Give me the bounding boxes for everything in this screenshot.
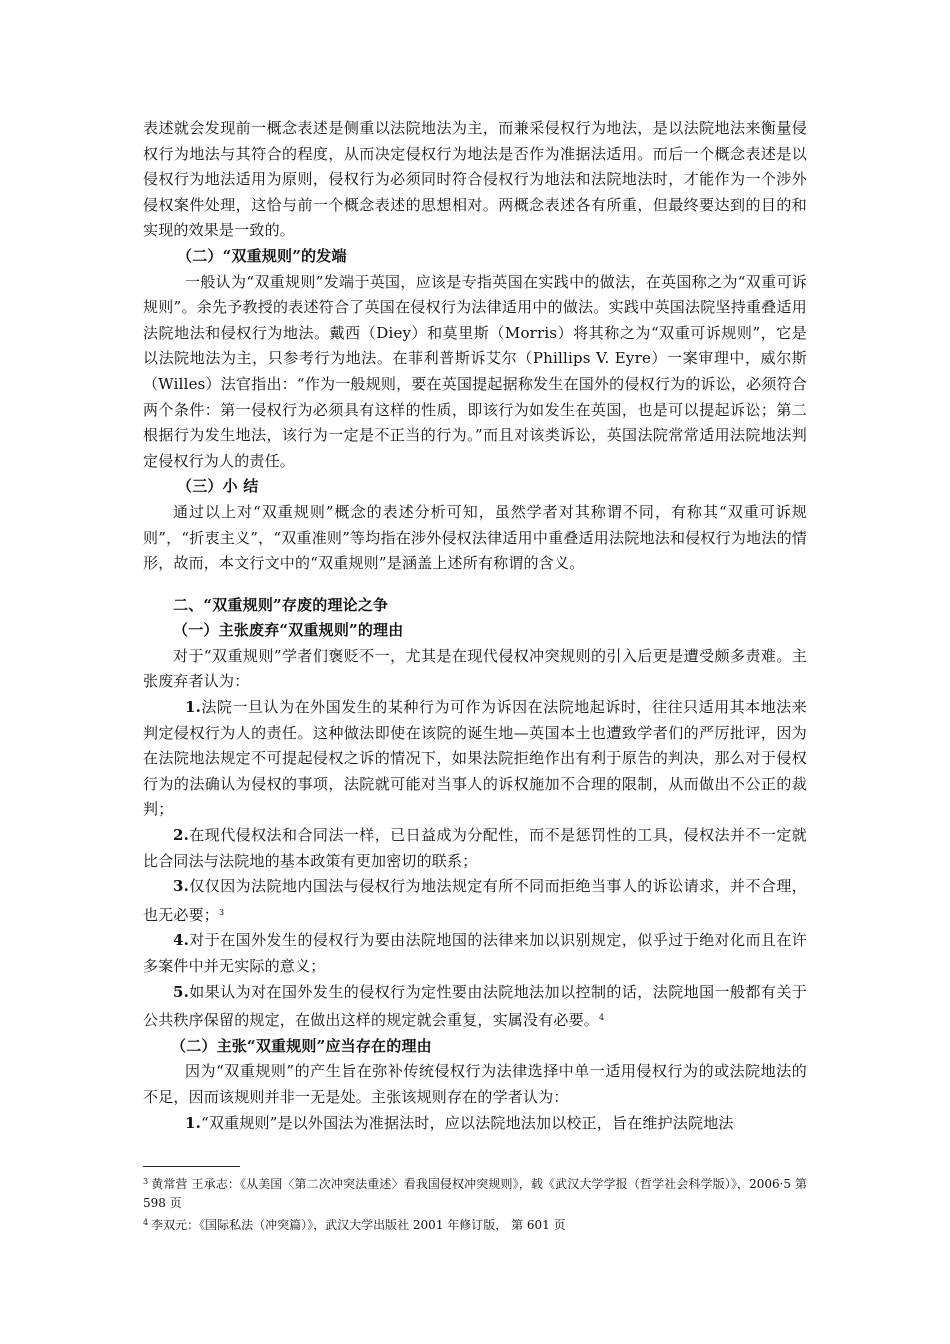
list-item — [143, 823, 807, 874]
footnote-divider — [143, 1166, 240, 1167]
list-text: 如果认为对在国外发生的侵权行为定性要由法院地法加以控制的话，法院地国一般都有关于公共秩序保留的规定，在做出这样的规定就会重复，实属没有必要。 — [143, 982, 807, 1030]
footnote-text: 黄常营 王承志：《从美国〈第二次冲突法重述〉看我国侵权冲突规则》，载《武汉大学学报（哲学社会科学版）》，2006·5 第 598 页 — [143, 1177, 807, 1210]
footnote-mark: 3 — [143, 1177, 149, 1186]
paragraph: 因为“双重规则”的产生旨在弥补传统侵权行为法律选择中单一适用侵权行为的或法院地法的不足，因而该规则并非一无是处。主张该规则存在的学者认为： — [143, 1062, 807, 1106]
subheading-summary: （三）小 结 — [177, 477, 259, 496]
list-number: 2. — [173, 826, 190, 845]
list-item — [143, 695, 807, 823]
section-heading: 二、“双重规则”存废的理论之争 — [173, 595, 389, 614]
list-number: 5. — [173, 982, 190, 1001]
paragraph: 通过以上对“双重规则”概念的表述分析可知，虽然学者对其称谓不同，有称其“双重可诉规则”，“折衷主义”，“双重准则”等均指在涉外侵权法律适用中重叠适用法院地法和侵权行为地法的情形，故而，本文行文中的“双重规则”是涵盖上述所有称谓的含义。 — [143, 502, 807, 573]
footnote-mark: 4 — [143, 1218, 149, 1227]
list-number: 3. — [173, 877, 190, 896]
list-text: 仅仅因为法院地内国法与侵权行为地法规定有所不同而拒绝当事人的诉讼请求，并不合理，也无必要； — [143, 877, 807, 924]
subheading-origin: （二）“双重规则”的发端 — [177, 246, 347, 265]
paragraph: 表述就会发现前一概念表述是侧重以法院地法为主，而兼采侵权行为地法，是以法院地法来衡量侵权行为地法与其符合的程度，从而决定侵权行为地法是否作为准据法适用。而后一个概念表述是以侵权行为地法适用为原则，侵权行为必须同时符合侵权行为地法和法院地法时，才能作为一个涉外侵权案件处理，这恰与前一个概念表述的思想相对。两概念表述各有所重，但最终要达到的目的和实现的效果是一致的。 — [143, 119, 807, 240]
list-number: 4. — [173, 931, 190, 950]
list-text: 法院一旦认为在外国发生的某种行为可作为诉因在法院地起诉时，往往只适用其本地法来判定侵权行为人的责任。这种做法即使在该院的诞生地—英国本土也遭致学者们的严厉批评，因为在法院地法规定不可提起侵权之诉的情况下，如果法院拒绝作出有利于原告的判决，那么对于侵权行为的法确认为侵权的事项，法院就可能对当事人的诉权施加不合理的限制，从而做出不公正的裁判； — [143, 698, 807, 819]
list-item — [143, 928, 807, 979]
list-number: 1. — [185, 1113, 202, 1132]
paragraph: 对于“双重规则”学者们褒贬不一，尤其是在现代侵权冲突规则的引入后更是遭受颇多责难。主张废弃者认为： — [143, 646, 807, 691]
footnotes — [143, 1172, 807, 1235]
body-text — [143, 116, 807, 1136]
list-item — [143, 1111, 807, 1137]
list-text: 对于在国外发生的侵权行为要由法院地国的法律来加以识别规定，似乎过于绝对化而且在许多案件中并无实际的意义； — [143, 931, 807, 975]
footnote-ref: 3 — [219, 907, 225, 917]
list-text: 在现代侵权法和合同法一样，已日益成为分配性，而不是惩罚性的工具，侵权法并不一定就比合同法与法院地的基本政策有更加密切的联系； — [143, 826, 807, 870]
footnote-text: 李双元：《国际私法（冲突篇）》，武汉大学出版社 2001 年修订版， 第 601 页 — [151, 1218, 566, 1232]
paragraph: 一般认为“双重规则”发端于英国，应该是专指英国在实践中的做法，在英国称之为“双重可诉规则”。余先予教授的表述符合了英国在侵权行为法律适用中的做法。实践中英国法院坚持重叠适用法院地法和侵权行为地法。戴西（Diey）和莫里斯（Morris）将其称之为“双重可诉规则”，它是以法院地法为主，只参考行为地法。在菲利普斯诉艾尔（Phillips V. Eyre）一案审理中，威尔斯（Willes）法官指出：“作为一般规则，要在英国提起据称发生在国外的侵权行为的诉讼，必须符合两个条件：第一侵权行为必须具有这样的性质，即该行为如发生在英国，也是可以提起诉讼；第二根据行为发生地法，该行为一定是不正当的行为。”而且对该类诉讼，英国法院常常适用法院地法判定侵权行为人的责任。 — [143, 272, 807, 470]
footnote — [143, 1172, 807, 1213]
subheading-abolish: （一）主张废弃“双重规则”的理由 — [173, 621, 404, 640]
list-text: “双重规则”是以外国法为准据法时，应以法院地法加以校正，旨在维护法院地法 — [201, 1113, 734, 1132]
subheading-retain: （二）主张“双重规则”应当存在的理由 — [171, 1036, 432, 1055]
footnote-ref: 4 — [599, 1013, 605, 1023]
list-item — [143, 980, 807, 1034]
list-number: 1. — [185, 698, 202, 717]
footnote — [143, 1213, 807, 1235]
list-item — [143, 874, 807, 928]
